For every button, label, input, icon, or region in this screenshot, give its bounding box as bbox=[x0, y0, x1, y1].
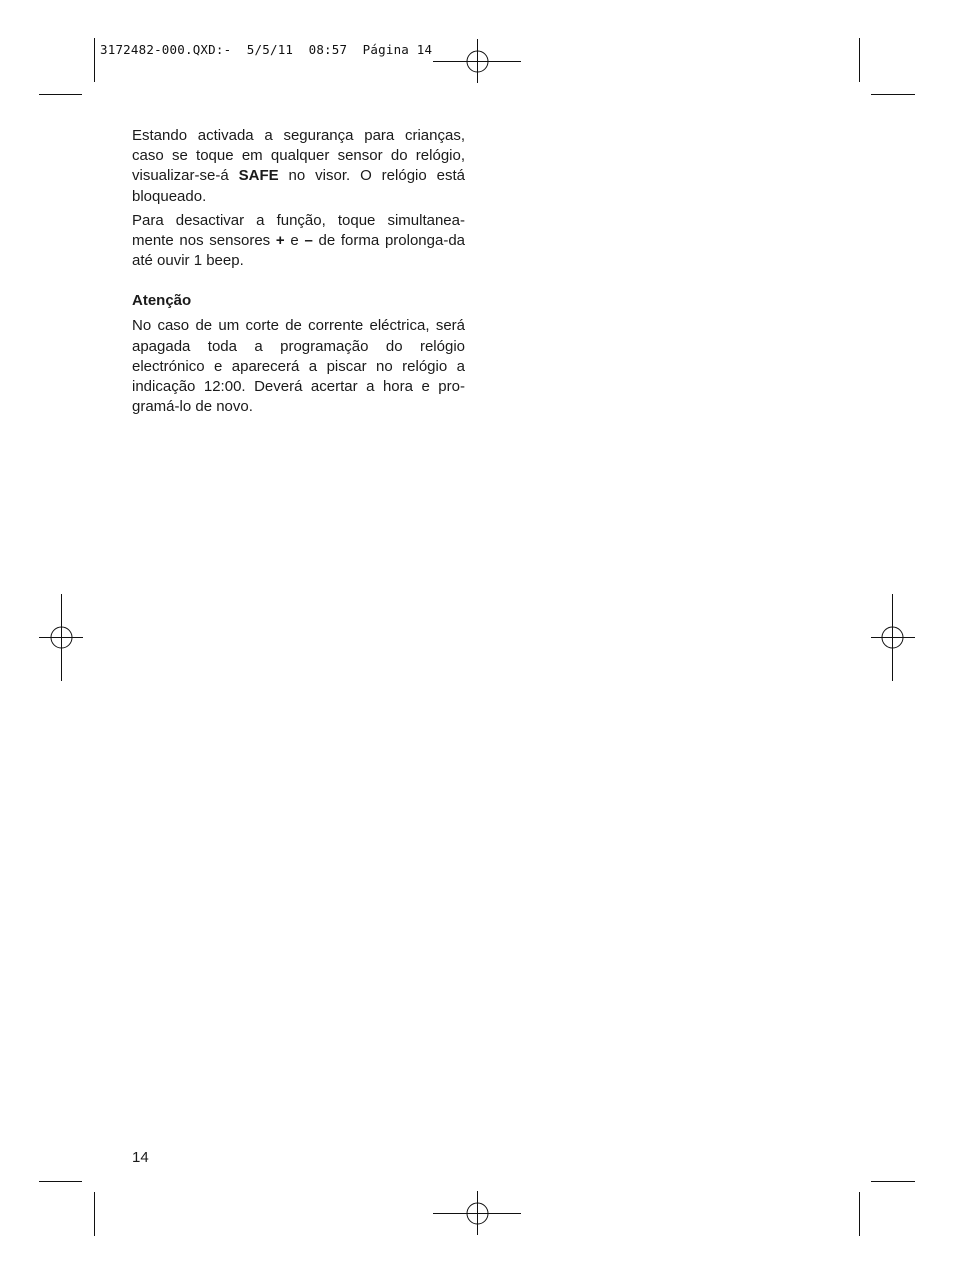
body-text-column bbox=[132, 126, 465, 421]
registration-mark-bottom bbox=[433, 1191, 521, 1235]
paragraph-deactivate-function bbox=[132, 211, 465, 272]
plus-sensor-symbol: + bbox=[275, 232, 285, 250]
section-heading-attention: Atenção bbox=[132, 292, 192, 310]
registration-mark-right bbox=[871, 594, 915, 681]
paragraph-2-text-end: de forma prolonga-da até ouvir 1 beep. bbox=[132, 232, 466, 270]
registration-mark-left bbox=[39, 594, 83, 681]
registration-mark-top bbox=[433, 39, 521, 83]
print-slug-line: 3172482-000.QXD:- 5/5/11 08:57 Página 14 bbox=[100, 42, 433, 57]
paragraph-2-text-start: Para desactivar a função, toque simultanea-mente nos sensores bbox=[132, 211, 465, 250]
page-number: 14 bbox=[132, 1149, 149, 1166]
paragraph-1-text-start: Estando activada a segurança para crianças, caso se toque em qualquer sensor do relógio, visualizar-se-á bbox=[132, 127, 465, 185]
paragraph-1-text-end: no visor. O relógio está bloqueado. bbox=[132, 167, 465, 205]
paragraph-child-safety-locked bbox=[132, 126, 465, 207]
safe-display-word: SAFE bbox=[238, 167, 279, 185]
minus-sensor-symbol: – bbox=[304, 232, 313, 250]
paragraph-2-conjunction: e bbox=[284, 232, 305, 250]
paragraph-power-cut: No caso de um corte de corrente eléctrica, será apagada toda a programação do relógio electrónico e aparecerá a piscar no relógio a indicação 12:00. Deverá acertar a hora e pro-gramá-lo de novo. bbox=[132, 317, 465, 416]
